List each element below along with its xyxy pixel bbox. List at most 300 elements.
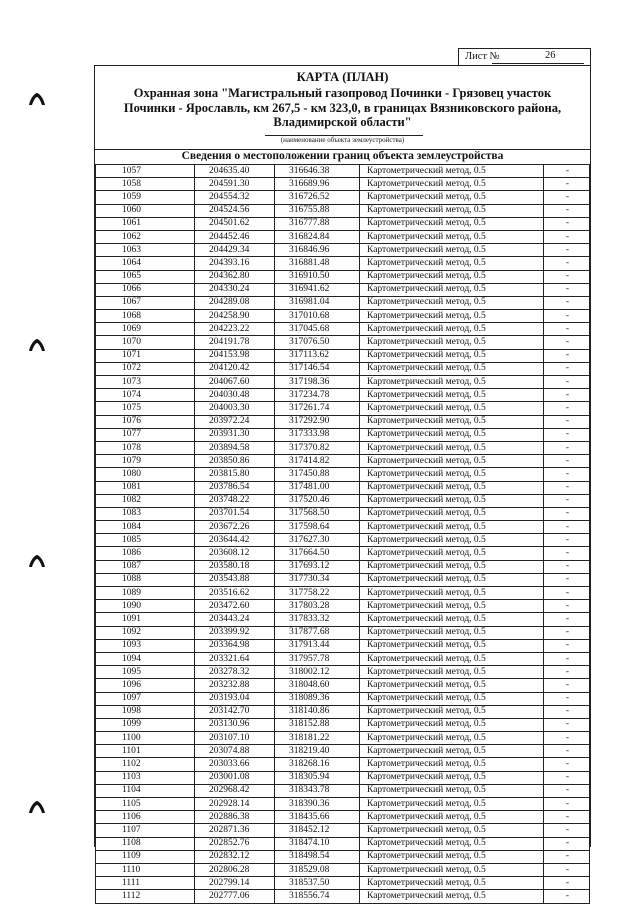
accuracy-value: - [544,441,590,454]
coordinate-x: 203107.10 [195,732,275,745]
coordinate-y: 317370.82 [275,441,360,454]
coordinate-y: 317833.32 [275,613,360,626]
accuracy-value: - [544,336,590,349]
table-row [96,811,590,824]
point-number: 1071 [96,349,195,362]
point-number: 1099 [96,718,195,731]
coordinate-x: 203850.86 [195,455,275,468]
coordinate-y: 316881.48 [275,257,360,270]
table-row [96,349,590,362]
method-accuracy: Картометрический метод, 0.5 [360,811,544,824]
coordinate-x: 203033.66 [195,758,275,771]
sheet-number: 26 [545,50,556,61]
coordinate-y: 316777.88 [275,217,360,230]
table-row [96,204,590,217]
method-accuracy: Картометрический метод, 0.5 [360,745,544,758]
table-row [96,613,590,626]
table-row [96,376,590,389]
accuracy-value: - [544,613,590,626]
table-row [96,837,590,850]
method-accuracy: Картометрический метод, 0.5 [360,257,544,270]
coordinate-y: 317627.30 [275,534,360,547]
coordinates-table [95,164,590,904]
accuracy-value: - [544,850,590,863]
coordinate-x: 204554.32 [195,191,275,204]
accuracy-value: - [544,165,590,178]
object-name-line: Починки - Ярославль, км 267,5 - км 323,0, в границах Вязниковского района, [123,100,562,115]
coordinate-y: 317010.68 [275,310,360,323]
point-number: 1109 [96,850,195,863]
object-name-line: Охранная зона "Магистральный газопровод Починки - Грязовец участок [133,86,552,100]
coordinate-y: 317333.98 [275,428,360,441]
binder-hole-mark [28,92,46,106]
coordinate-x: 204591.30 [195,178,275,191]
method-accuracy: Картометрический метод, 0.5 [360,283,544,296]
coordinate-y: 318556.74 [275,890,360,903]
accuracy-value: - [544,428,590,441]
table-row [96,745,590,758]
object-caption: (наименование объекта землеустройства) [280,136,405,144]
point-number: 1101 [96,745,195,758]
accuracy-value: - [544,402,590,415]
coordinate-y: 317520.46 [275,494,360,507]
table-row [96,850,590,863]
sheet-number-box [458,48,591,65]
table-row [96,165,590,178]
point-number: 1067 [96,296,195,309]
coordinate-y: 318537.50 [275,877,360,890]
point-number: 1079 [96,455,195,468]
coordinate-x: 203399.92 [195,626,275,639]
coordinate-x: 203321.64 [195,652,275,665]
point-number: 1091 [96,613,195,626]
accuracy-value: - [544,534,590,547]
coordinate-y: 317568.50 [275,507,360,520]
point-number: 1087 [96,560,195,573]
method-accuracy: Картометрический метод, 0.5 [360,758,544,771]
table-row [96,270,590,283]
binder-hole-mark [28,800,46,814]
method-accuracy: Картометрический метод, 0.5 [360,468,544,481]
table-row [96,244,590,257]
accuracy-value: - [544,547,590,560]
method-accuracy: Картометрический метод, 0.5 [360,705,544,718]
table-row [96,336,590,349]
accuracy-value: - [544,560,590,573]
coordinate-x: 204067.60 [195,376,275,389]
method-accuracy: Картометрический метод, 0.5 [360,441,544,454]
coordinate-x: 204524.56 [195,204,275,217]
coordinate-y: 318140.86 [275,705,360,718]
table-row [96,217,590,230]
accuracy-value: - [544,507,590,520]
coordinate-x: 203472.60 [195,600,275,613]
accuracy-value: - [544,191,590,204]
coordinate-x: 204030.48 [195,389,275,402]
table-row [96,626,590,639]
method-accuracy: Картометрический метод, 0.5 [360,732,544,745]
method-accuracy: Картометрический метод, 0.5 [360,534,544,547]
coordinate-y: 318452.12 [275,824,360,837]
point-number: 1111 [96,877,195,890]
point-number: 1072 [96,362,195,375]
accuracy-value: - [544,323,590,336]
point-number: 1107 [96,824,195,837]
point-number: 1082 [96,494,195,507]
table-row [96,389,590,402]
table-row [96,521,590,534]
method-accuracy: Картометрический метод, 0.5 [360,204,544,217]
method-accuracy: Картометрический метод, 0.5 [360,877,544,890]
coordinate-y: 318498.54 [275,850,360,863]
table-row [96,679,590,692]
coordinate-y: 316726.52 [275,191,360,204]
coordinate-y: 318305.94 [275,771,360,784]
accuracy-value: - [544,837,590,850]
table-row [96,455,590,468]
coordinate-x: 204153.98 [195,349,275,362]
accuracy-value: - [544,890,590,903]
method-accuracy: Картометрический метод, 0.5 [360,376,544,389]
point-number: 1085 [96,534,195,547]
coordinate-x: 202968.42 [195,784,275,797]
accuracy-value: - [544,718,590,731]
coordinate-x: 203232.88 [195,679,275,692]
coordinate-y: 318181.22 [275,732,360,745]
point-number: 1057 [96,165,195,178]
coordinate-y: 317481.00 [275,481,360,494]
coordinate-x: 203443.24 [195,613,275,626]
coordinate-y: 317957.78 [275,652,360,665]
point-number: 1059 [96,191,195,204]
coordinate-x: 203972.24 [195,415,275,428]
table-row [96,283,590,296]
coordinate-y: 317113.62 [275,349,360,362]
accuracy-value: - [544,626,590,639]
coordinate-x: 204258.90 [195,310,275,323]
coordinate-x: 203931.30 [195,428,275,441]
coordinate-x: 203364.98 [195,639,275,652]
coordinate-y: 318529.08 [275,863,360,876]
accuracy-value: - [544,204,590,217]
coordinate-x: 203701.54 [195,507,275,520]
accuracy-value: - [544,494,590,507]
point-number: 1075 [96,402,195,415]
point-number: 1112 [96,890,195,903]
coordinate-x: 203644.42 [195,534,275,547]
method-accuracy: Картометрический метод, 0.5 [360,666,544,679]
method-accuracy: Картометрический метод, 0.5 [360,428,544,441]
accuracy-value: - [544,666,590,679]
coordinate-y: 317045.68 [275,323,360,336]
method-accuracy: Картометрический метод, 0.5 [360,824,544,837]
coordinate-x: 203001.08 [195,771,275,784]
coordinate-x: 204393.16 [195,257,275,270]
coordinate-y: 317758.22 [275,587,360,600]
coordinate-y: 317292.90 [275,415,360,428]
coordinate-x: 203608.12 [195,547,275,560]
table-row [96,310,590,323]
accuracy-value: - [544,283,590,296]
coordinate-y: 318152.88 [275,718,360,731]
table-row [96,415,590,428]
coordinate-y: 317198.36 [275,376,360,389]
binder-hole-mark [28,338,46,352]
point-number: 1106 [96,811,195,824]
accuracy-value: - [544,415,590,428]
method-accuracy: Картометрический метод, 0.5 [360,415,544,428]
accuracy-value: - [544,824,590,837]
method-accuracy: Картометрический метод, 0.5 [360,639,544,652]
coordinate-y: 316646.38 [275,165,360,178]
accuracy-value: - [544,798,590,811]
method-accuracy: Картометрический метод, 0.5 [360,191,544,204]
sheet-underline [492,63,584,64]
coordinate-y: 316846.96 [275,244,360,257]
coordinate-y: 317664.50 [275,547,360,560]
accuracy-value: - [544,811,590,824]
table-row [96,230,590,243]
point-number: 1065 [96,270,195,283]
coordinate-x: 202806.28 [195,863,275,876]
method-accuracy: Картометрический метод, 0.5 [360,837,544,850]
point-number: 1108 [96,837,195,850]
method-accuracy: Картометрический метод, 0.5 [360,798,544,811]
point-number: 1092 [96,626,195,639]
table-row [96,547,590,560]
method-accuracy: Картометрический метод, 0.5 [360,402,544,415]
point-number: 1103 [96,771,195,784]
accuracy-value: - [544,692,590,705]
accuracy-value: - [544,230,590,243]
accuracy-value: - [544,468,590,481]
point-number: 1088 [96,573,195,586]
table-row [96,652,590,665]
accuracy-value: - [544,758,590,771]
coordinate-y: 318002.12 [275,666,360,679]
coordinate-x: 203748.22 [195,494,275,507]
table-row [96,573,590,586]
table-row [96,771,590,784]
table-row [96,362,590,375]
table-row [96,666,590,679]
accuracy-value: - [544,877,590,890]
coordinate-x: 202886.38 [195,811,275,824]
coordinate-y: 317877.68 [275,626,360,639]
table-row [96,718,590,731]
coordinate-y: 317234.78 [275,389,360,402]
table-row [96,468,590,481]
coordinate-y: 317803.28 [275,600,360,613]
table-row [96,296,590,309]
method-accuracy: Картометрический метод, 0.5 [360,573,544,586]
coordinate-y: 317730.34 [275,573,360,586]
accuracy-value: - [544,481,590,494]
accuracy-value: - [544,587,590,600]
point-number: 1074 [96,389,195,402]
point-number: 1063 [96,244,195,257]
method-accuracy: Картометрический метод, 0.5 [360,521,544,534]
point-number: 1100 [96,732,195,745]
accuracy-value: - [544,389,590,402]
coordinate-y: 316755.88 [275,204,360,217]
point-number: 1086 [96,547,195,560]
point-number: 1093 [96,639,195,652]
coordinate-x: 203543.88 [195,573,275,586]
table-row [96,692,590,705]
coordinate-x: 204191.78 [195,336,275,349]
coordinate-y: 317261.74 [275,402,360,415]
method-accuracy: Картометрический метод, 0.5 [360,270,544,283]
table-row [96,534,590,547]
point-number: 1077 [96,428,195,441]
coordinate-x: 204635.40 [195,165,275,178]
table-row [96,890,590,903]
point-number: 1110 [96,863,195,876]
table-row [96,441,590,454]
accuracy-value: - [544,521,590,534]
method-accuracy: Картометрический метод, 0.5 [360,626,544,639]
coordinate-x: 202871.36 [195,824,275,837]
method-accuracy: Картометрический метод, 0.5 [360,310,544,323]
table-row [96,323,590,336]
coordinate-x: 203142.70 [195,705,275,718]
coordinate-x: 203516.62 [195,587,275,600]
coordinate-y: 318268.16 [275,758,360,771]
point-number: 1084 [96,521,195,534]
point-number: 1090 [96,600,195,613]
object-name [95,86,590,130]
map-title: КАРТА (ПЛАН) [296,70,389,84]
point-number: 1080 [96,468,195,481]
coordinate-x: 204452.46 [195,230,275,243]
point-number: 1094 [96,652,195,665]
table-row [96,758,590,771]
coordinate-y: 318435.66 [275,811,360,824]
coordinate-x: 203278.32 [195,666,275,679]
coordinate-y: 317913.44 [275,639,360,652]
method-accuracy: Картометрический метод, 0.5 [360,349,544,362]
point-number: 1076 [96,415,195,428]
method-accuracy: Картометрический метод, 0.5 [360,692,544,705]
coordinate-x: 204289.08 [195,296,275,309]
table-row [96,494,590,507]
table-row [96,877,590,890]
coordinate-y: 318089.36 [275,692,360,705]
sheet-label: Лист № [465,51,500,62]
method-accuracy: Картометрический метод, 0.5 [360,784,544,797]
method-accuracy: Картометрический метод, 0.5 [360,178,544,191]
coordinate-x: 204223.22 [195,323,275,336]
table-row [96,481,590,494]
point-number: 1096 [96,679,195,692]
object-name-line: Владимирской области" [273,115,412,129]
point-number: 1058 [96,178,195,191]
table-row [96,824,590,837]
coordinate-x: 204429.34 [195,244,275,257]
method-accuracy: Картометрический метод, 0.5 [360,850,544,863]
coordinate-x: 203193.04 [195,692,275,705]
method-accuracy: Картометрический метод, 0.5 [360,244,544,257]
coordinate-x: 202799.14 [195,877,275,890]
accuracy-value: - [544,349,590,362]
method-accuracy: Картометрический метод, 0.5 [360,890,544,903]
table-row [96,705,590,718]
accuracy-value: - [544,600,590,613]
coordinate-y: 317076.50 [275,336,360,349]
method-accuracy: Картометрический метод, 0.5 [360,679,544,692]
point-number: 1068 [96,310,195,323]
method-accuracy: Картометрический метод, 0.5 [360,455,544,468]
coordinate-y: 316689.96 [275,178,360,191]
point-number: 1102 [96,758,195,771]
table-row [96,560,590,573]
table-row [96,798,590,811]
point-number: 1078 [96,441,195,454]
method-accuracy: Картометрический метод, 0.5 [360,323,544,336]
accuracy-value: - [544,679,590,692]
accuracy-value: - [544,732,590,745]
coordinate-y: 316824.84 [275,230,360,243]
point-number: 1095 [96,666,195,679]
coordinate-y: 316910.50 [275,270,360,283]
coordinate-x: 203130.96 [195,718,275,731]
section-title: Сведения о местоположении границ объекта землеустройства [181,150,504,162]
method-accuracy: Картометрический метод, 0.5 [360,600,544,613]
method-accuracy: Картометрический метод, 0.5 [360,217,544,230]
coordinate-x: 204120.42 [195,362,275,375]
table-row [96,639,590,652]
method-accuracy: Картометрический метод, 0.5 [360,718,544,731]
method-accuracy: Картометрический метод, 0.5 [360,613,544,626]
point-number: 1097 [96,692,195,705]
method-accuracy: Картометрический метод, 0.5 [360,336,544,349]
method-accuracy: Картометрический метод, 0.5 [360,362,544,375]
accuracy-value: - [544,455,590,468]
method-accuracy: Картометрический метод, 0.5 [360,389,544,402]
method-accuracy: Картометрический метод, 0.5 [360,863,544,876]
table-row [96,191,590,204]
method-accuracy: Картометрический метод, 0.5 [360,165,544,178]
coordinate-x: 204362.80 [195,270,275,283]
coordinate-y: 317146.54 [275,362,360,375]
accuracy-value: - [544,784,590,797]
coordinate-x: 204330.24 [195,283,275,296]
coordinate-x: 202777.06 [195,890,275,903]
document-frame [94,65,591,901]
method-accuracy: Картометрический метод, 0.5 [360,481,544,494]
coordinate-y: 316941.62 [275,283,360,296]
point-number: 1062 [96,230,195,243]
point-number: 1098 [96,705,195,718]
accuracy-value: - [544,296,590,309]
method-accuracy: Картометрический метод, 0.5 [360,230,544,243]
coordinate-y: 318343.78 [275,784,360,797]
table-row [96,732,590,745]
accuracy-value: - [544,178,590,191]
table-row [96,402,590,415]
table-row [96,784,590,797]
point-number: 1070 [96,336,195,349]
coordinate-y: 316981.04 [275,296,360,309]
accuracy-value: - [544,270,590,283]
coordinate-x: 203894.58 [195,441,275,454]
point-number: 1089 [96,587,195,600]
point-number: 1083 [96,507,195,520]
method-accuracy: Картометрический метод, 0.5 [360,296,544,309]
coordinate-x: 203815.80 [195,468,275,481]
table-row [96,587,590,600]
